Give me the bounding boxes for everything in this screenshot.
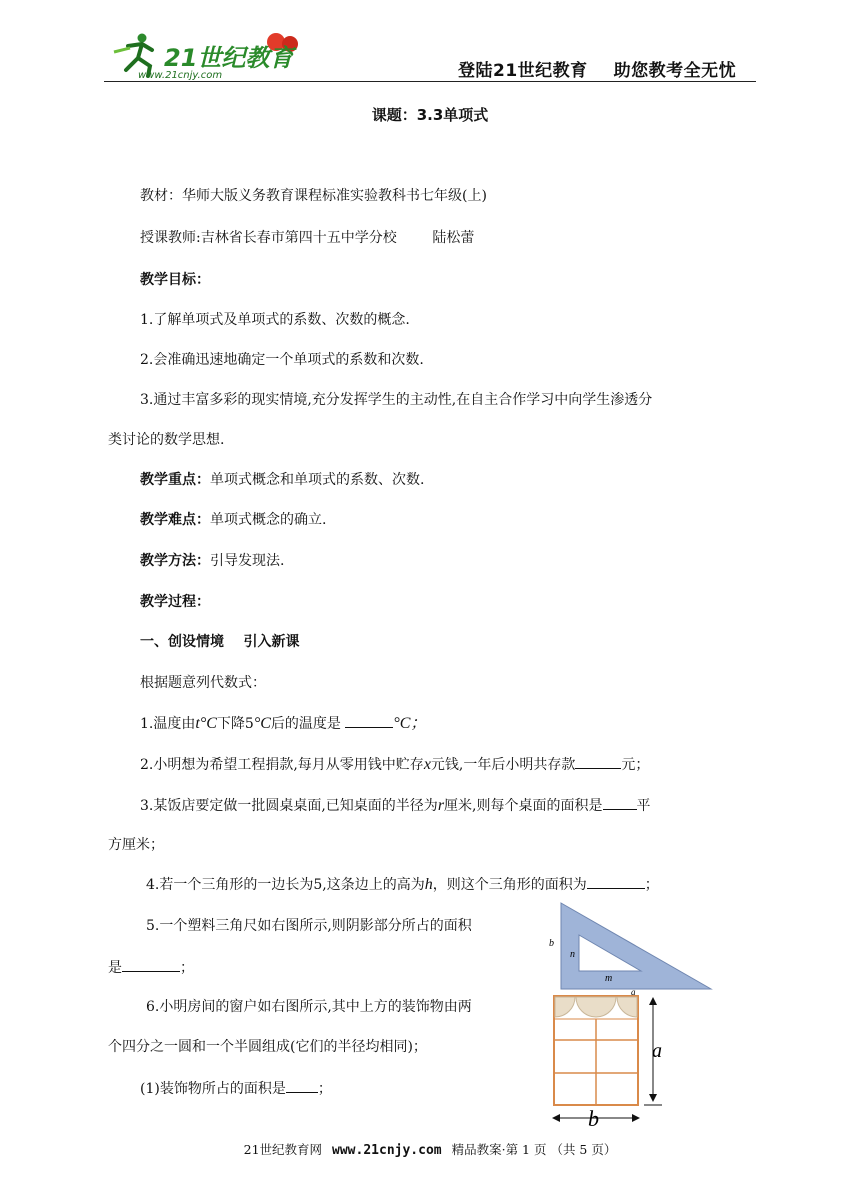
answer-blank[interactable]: [122, 957, 180, 972]
slogan-left: 登陆21世纪教育: [458, 61, 588, 81]
svg-text:n: n: [570, 949, 575, 960]
section-heading: 一、创设情境 引入新课: [140, 634, 300, 650]
goal-item: 3.通过丰富多彩的现实情境,充分发挥学生的主动性,在自主合作学习中向学生渗透分: [140, 392, 653, 408]
intro-line: 根据题意列代数式：: [140, 675, 266, 691]
question-3-continued: 方厘米；: [108, 837, 164, 853]
svg-text:b: b: [549, 938, 554, 949]
goal-item: 1.了解单项式及单项式的系数、次数的概念.: [140, 312, 410, 328]
triangle-ruler-figure: [543, 899, 713, 995]
page-title: 课题：3.3单项式: [371, 106, 489, 124]
question-5: 5.一个塑料三角尺如右图所示,则阴影部分所占的面积: [146, 918, 472, 934]
svg-text:www.21cnjy.com: www.21cnjy.com: [138, 70, 223, 80]
question-5-continued: 是 ；: [108, 957, 194, 978]
difficulty-text: 单项式概念的确立.: [210, 512, 327, 528]
question-2: 2.小明想为希望工程捐款,每月从零用钱中贮存x元钱,一年后小明共存款 元；: [140, 756, 650, 773]
goals-heading: 教学目标：: [140, 272, 210, 288]
question-4: 4.若一个三角形的一边长为5,这条边上的高为h，则这个三角形的面积为 ；: [146, 876, 659, 893]
key-points-label: 教学重点：: [140, 472, 210, 488]
header-slogan: [458, 56, 736, 81]
question-6-sub-1: (1)装饰物所占的面积是 ；: [140, 1078, 332, 1099]
question-1: 1.温度由t°C下降5°C后的温度是 °C；: [140, 715, 427, 732]
goal-item: 类讨论的数学思想.: [108, 432, 225, 448]
difficulty-label: 教学难点：: [140, 512, 210, 528]
method-label: 教学方法：: [140, 553, 210, 569]
svg-text:m: m: [605, 973, 613, 984]
goal-item: 2.会准确迅速地确定一个单项式的系数和次数.: [140, 352, 424, 368]
question-6: 6.小明房间的窗户如右图所示,其中上方的装饰物由两: [146, 999, 472, 1015]
footer-site: 21世纪教育网: [243, 1142, 323, 1157]
key-points-line: [140, 470, 424, 490]
question-3: 3.某饭店要定做一批圆桌桌面,已知桌面的半径为r厘米,则每个桌面的面积是 平: [140, 797, 651, 814]
footer-page-info: 精品教案·第 1 页 （共 5 页）: [451, 1142, 617, 1157]
var-x: x: [423, 756, 431, 773]
answer-blank[interactable]: [587, 874, 645, 889]
difficulty-line: [140, 510, 326, 530]
svg-text:b: b: [588, 1106, 599, 1131]
var-h: h: [424, 876, 433, 893]
process-heading: 教学过程：: [140, 594, 210, 610]
slogan-right: 助您教考全无忧: [613, 61, 737, 81]
window-figure: [548, 993, 672, 1133]
footer-url[interactable]: www.21cnjy.com: [332, 1143, 442, 1158]
header-divider: [104, 81, 756, 82]
method-text: 引导发现法.: [210, 553, 285, 569]
answer-blank[interactable]: [286, 1078, 318, 1093]
answer-blank[interactable]: [345, 713, 393, 728]
teacher-line: 授课教师:吉林省长春市第四十五中学分校 陆松蕾: [140, 230, 475, 246]
method-line: [140, 551, 284, 571]
svg-text:21世纪教育: 21世纪教育: [164, 44, 294, 72]
page-footer: [0, 1140, 860, 1158]
question-6-continued: 个四分之一圆和一个半圆组成(它们的半径均相同)；: [108, 1039, 427, 1055]
site-logo: [108, 28, 308, 80]
key-points-text: 单项式概念和单项式的系数、次数.: [210, 472, 425, 488]
svg-text:a: a: [631, 987, 636, 995]
svg-text:a: a: [652, 1040, 662, 1062]
answer-blank[interactable]: [603, 795, 637, 810]
var-t: t: [195, 715, 200, 732]
textbook-line: 教材：华师大版义务教育课程标准实验教科书七年级(上): [140, 188, 487, 204]
answer-blank[interactable]: [575, 754, 621, 769]
var-r: r: [437, 797, 445, 814]
